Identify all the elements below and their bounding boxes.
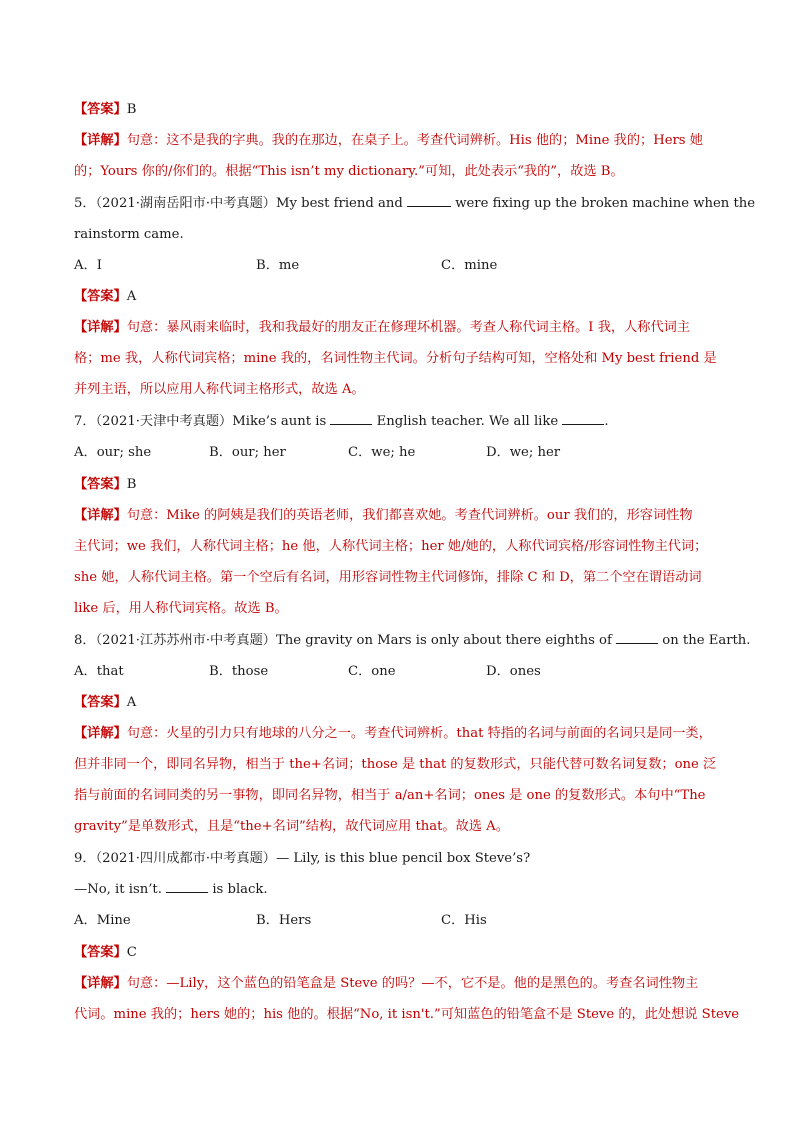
answer-tag: 【答案】 (74, 945, 127, 960)
option-b: B．those (209, 664, 269, 679)
detail-line (74, 817, 724, 837)
option-a: A．that (74, 664, 124, 679)
question-text: is black. (212, 882, 268, 897)
option-d: D．we; her (486, 445, 561, 460)
answer-line (74, 943, 724, 963)
question-text: — Lily, is this blue pencil box Steve’s? (276, 851, 531, 866)
question-source: （2021·江苏苏州市·中考真题） (95, 633, 276, 648)
detail-text: 句意：Mike 的阿姨是我们的英语老师，我们都喜欢她。考查代词辨析。our 我们的，形容词性物 (126, 508, 693, 523)
answer-line (74, 475, 724, 495)
answer-blank (166, 880, 208, 893)
detail-line (74, 974, 724, 994)
answer-tag: 【答案】 (74, 695, 127, 710)
question-text: Mike’s aunt is (232, 414, 327, 429)
question-text: . (604, 414, 609, 429)
detail-tag: 【详解】 (74, 726, 127, 741)
answer-value: C (126, 945, 137, 960)
detail-text: 但并非同一个，即同名异物，相当于 the+名词；those 是 that 的复数形式，只能代替可数名词复数；one 泛 (74, 757, 717, 772)
question-8 (74, 631, 751, 651)
detail-tag: 【详解】 (74, 976, 127, 991)
question-number: 7． (74, 414, 96, 429)
detail-line (74, 786, 724, 806)
detail-text: gravity”是单数形式，且是“the+名词”结构，故代词应用 that。故选 A。 (74, 819, 509, 834)
detail-tag: 【详解】 (74, 508, 127, 523)
question-9 (74, 849, 724, 869)
option-b: B．me (256, 258, 300, 273)
detail-line (74, 162, 724, 182)
detail-text: 的；Yours 你的/你们的。根据“This isn’t my dictionary.”可知，此处表示“我的”，故选 B。 (74, 164, 624, 179)
question-text: The gravity on Mars is only about there eighths of (276, 633, 612, 648)
detail-line (74, 349, 724, 369)
detail-text: 指与前面的名词同类的另一事物，即同名异物，相当于 a/an+名词；ones 是 one 的复数形式。本句中“The (74, 788, 706, 803)
question-number: 9． (74, 851, 96, 866)
answer-tag: 【答案】 (74, 289, 127, 304)
detail-line (74, 1005, 740, 1025)
question-text: rainstorm came. (74, 227, 184, 242)
question-7 (74, 412, 724, 432)
question-source: （2021·湖南岳阳市·中考真题） (95, 196, 276, 211)
detail-text: 句意：暴风雨来临时，我和我最好的朋友正在修理坏机器。考查人称代词主格。I 我，人称代词主 (126, 320, 691, 335)
question-text: —No, it isn’t. (74, 882, 162, 897)
question-text: were fixing up the broken machine when the (455, 196, 756, 211)
answer-blank (407, 194, 451, 207)
answer-blank (616, 631, 658, 644)
option-b: B．our; her (209, 445, 286, 460)
option-c: C．mine (441, 258, 498, 273)
question-text: My best friend and (276, 196, 403, 211)
detail-text: 句意：火星的引力只有地球的八分之一。考查代词辨析。that 特指的名词与前面的名词只是同一类， (126, 726, 712, 741)
answer-line (74, 693, 724, 713)
detail-line (74, 506, 724, 526)
question-source: （2021·天津中考真题） (95, 414, 233, 429)
option-c: C．His (441, 913, 487, 928)
answer-value: B (126, 102, 137, 117)
question-number: 5． (74, 196, 96, 211)
option-a: A．Mine (74, 913, 131, 928)
answer-blank (330, 412, 372, 425)
answer-tag: 【答案】 (74, 102, 127, 117)
question-text: on the Earth. (662, 633, 751, 648)
detail-text: she 她，人称代词主格。第一个空后有名词，用形容词性物主代词修饰，排除 C 和 D，第二个空在谓语动词 (74, 570, 702, 585)
detail-tag: 【详解】 (74, 320, 127, 335)
answer-line (74, 287, 724, 307)
question-5-cont (74, 225, 724, 245)
detail-line (74, 318, 724, 338)
answer-line (74, 100, 724, 120)
option-a: A．I (74, 258, 102, 273)
detail-text: 代词。mine 我的；hers 她的；his 他的。根据“No, it isn't.”可知蓝色的铅笔盒不是 Steve 的，此处想说 Steve (74, 1007, 740, 1022)
question-number: 8． (74, 633, 96, 648)
answer-tag: 【答案】 (74, 477, 127, 492)
answer-value: A (126, 695, 137, 710)
question-source: （2021·四川成都市·中考真题） (95, 851, 276, 866)
detail-line (74, 724, 724, 744)
detail-line (74, 755, 724, 775)
detail-line (74, 599, 724, 619)
detail-tag: 【详解】 (74, 133, 127, 148)
question-5 (74, 194, 756, 214)
detail-text: 格；me 我，人称代词宾格；mine 我的，名词性物主代词。分析句子结构可知，空格处和 My best friend 是 (74, 351, 717, 366)
option-c: C．one (348, 664, 396, 679)
answer-value: A (126, 289, 137, 304)
detail-text: 句意：这不是我的字典。我的在那边，在桌子上。考查代词辨析。His 他的；Mine 我的；Hers 她 (126, 133, 703, 148)
detail-line (74, 537, 724, 557)
detail-line (74, 131, 724, 151)
answer-blank (562, 412, 604, 425)
detail-text: like 后，用人称代词宾格。故选 B。 (74, 601, 288, 616)
detail-line (74, 380, 724, 400)
option-b: B．Hers (256, 913, 312, 928)
answer-value: B (126, 477, 137, 492)
question-9-cont (74, 880, 724, 900)
option-d: D．ones (486, 664, 541, 679)
detail-text: 主代词；we 我们，人称代词主格；he 他，人称代词主格；her 她/她的，人称代词宾格/形容词性物主代词； (74, 539, 708, 554)
option-c: C．we; he (348, 445, 416, 460)
detail-text: 句意：—Lily，这个蓝色的铅笔盒是 Steve 的吗？—不，它不是。他的是黑色的。考查名词性物主 (126, 976, 699, 991)
option-a: A．our; she (74, 445, 152, 460)
detail-text: 并列主语，所以应用人称代词主格形式，故选 A。 (74, 382, 365, 397)
question-text: English teacher. We all like (376, 414, 559, 429)
detail-line (74, 568, 724, 588)
